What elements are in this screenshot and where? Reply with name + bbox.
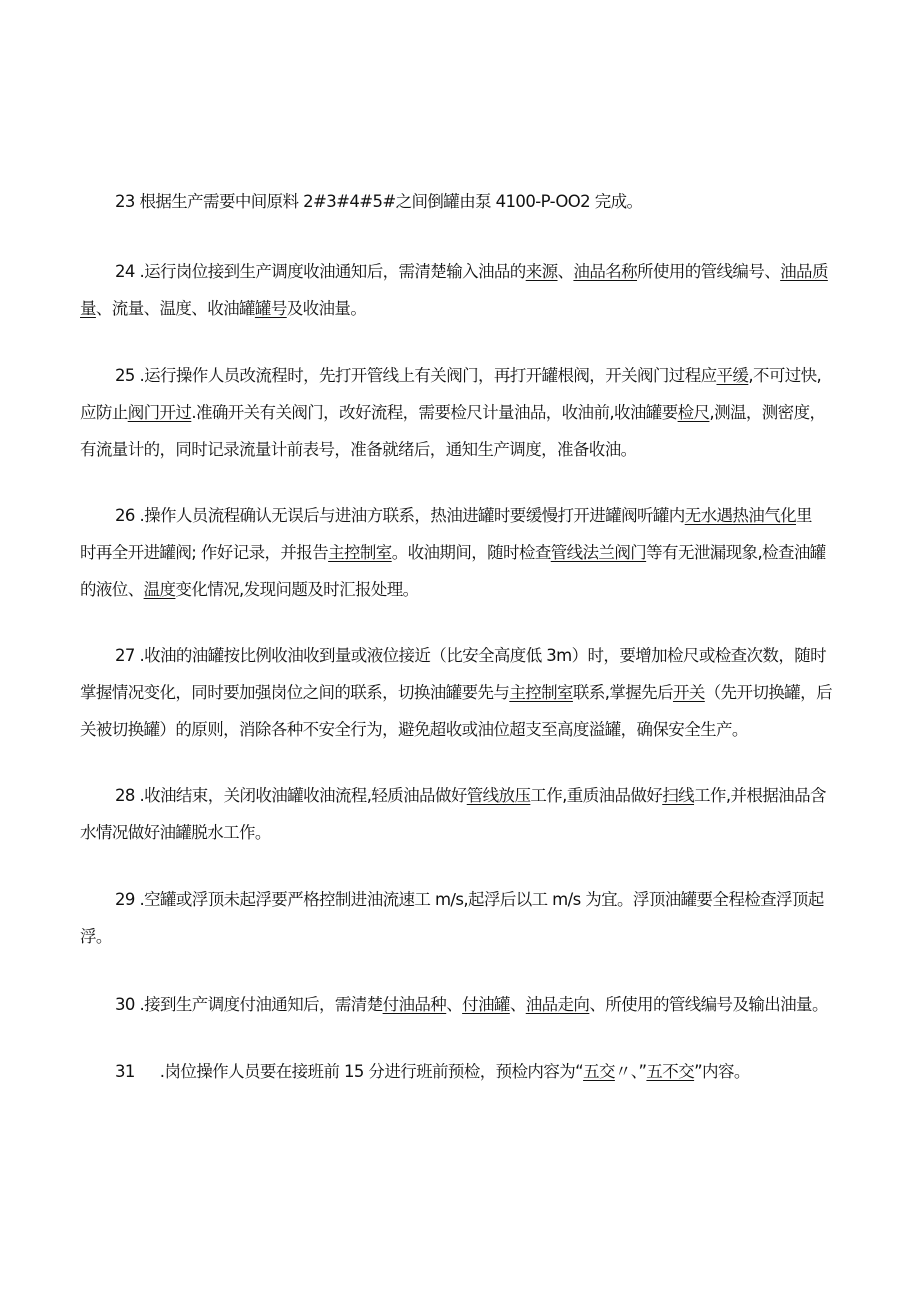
item-number: 23 [115, 192, 135, 211]
item-23-line-1: 23 根据生产需要中间原料 2#3#4#5#之间倒罐由泵 4100-P-OO2 完成。 [115, 192, 643, 211]
item-number: 29 [115, 890, 135, 909]
item-31 [80, 1053, 880, 1090]
item-27 [80, 637, 880, 748]
item-24-line-2: 量、流量、温度、收油罐罐号及收油量。 [80, 299, 367, 318]
item-27-line-1: 27 .收油的油罐按比例收油收到量或液位接近（比安全高度低 3m）时，要增加检尺或检查次数，随时 [115, 646, 827, 665]
item-26-line-1: 26 .操作人员流程确认无误后与进油方联系，热油进罐时要缓慢打开进罐阀听罐内无水遇热油气化里 [115, 506, 812, 525]
item-27-line-3: 关被切换罐）的原则，消除各种不安全行为，避免超收或油位超支至高度溢罐，确保安全生产。 [80, 720, 748, 739]
item-26-line-3: 的液位、温度变化情况,发现问题及时汇报处理。 [80, 580, 419, 599]
item-26 [80, 497, 880, 608]
item-30-line-1: 30 .接到生产调度付油通知后，需清楚付油品种、付油罐、油品走向、所使用的管线编号及输出油量。 [115, 995, 828, 1014]
item-29-line-2: 浮。 [80, 927, 112, 946]
item-24 [80, 253, 880, 327]
item-25-line-2: 应防止阀门开过.准确开关有关阀门，改好流程，需要检尺计量油品，收油前,收油罐要检尺,测温，测密度， [80, 403, 826, 422]
item-29-line-1: 29 .空罐或浮顶未起浮要严格控制进油流速工 m∕s,起浮后以工 m/s 为宜。浮顶油罐要全程检查浮顶起 [115, 890, 824, 909]
item-number: 28 [115, 786, 135, 805]
item-28 [80, 777, 880, 851]
item-28-line-1: 28 .收油结束，关闭收油罐收油流程,轻质油品做好管线放压工作,重质油品做好扫线工作,并根据油品含 [115, 786, 826, 805]
item-25-line-1: 25 .运行操作人员改流程时，先打开管线上有关阀门，再打开罐根阀，开关阀门过程应平缓,不可过快, [115, 366, 822, 385]
item-25 [80, 357, 880, 468]
item-number: 31 [115, 1062, 135, 1081]
item-30 [80, 986, 880, 1023]
item-28-line-2: 水情况做好油罐脱水工作。 [80, 823, 271, 842]
item-number: 24 [115, 262, 135, 281]
item-31-line-1: 31 .岗位操作人员要在接班前 15 分进行班前预检，预检内容为“五交〃、”五不交”内容。 [115, 1062, 750, 1081]
item-26-line-2: 时再全开进罐阀; 作好记录，并报告主控制室。收油期间，随时检查管线法兰阀门等有无泄漏现象,检查油罐 [80, 543, 826, 562]
item-24-line-1: 24 .运行岗位接到生产调度收油通知后，需清楚输入油品的来源、油品名称所使用的管线编号、油品质 [115, 262, 828, 281]
item-number: 30 [115, 995, 135, 1014]
item-number: 27 [115, 646, 135, 665]
item-23 [80, 183, 880, 220]
item-number: 25 [115, 366, 135, 385]
item-number: 26 [115, 506, 135, 525]
item-29 [80, 881, 880, 955]
item-25-line-3: 有流量计的，同时记录流量计前表号，准备就绪后，通知生产调度，准备收油。 [80, 440, 637, 459]
item-27-line-2: 掌握情况变化，同时要加强岗位之间的联系，切换油罐要先与主控制室联系,掌握先后开关（先开切换罐，后 [80, 683, 832, 702]
